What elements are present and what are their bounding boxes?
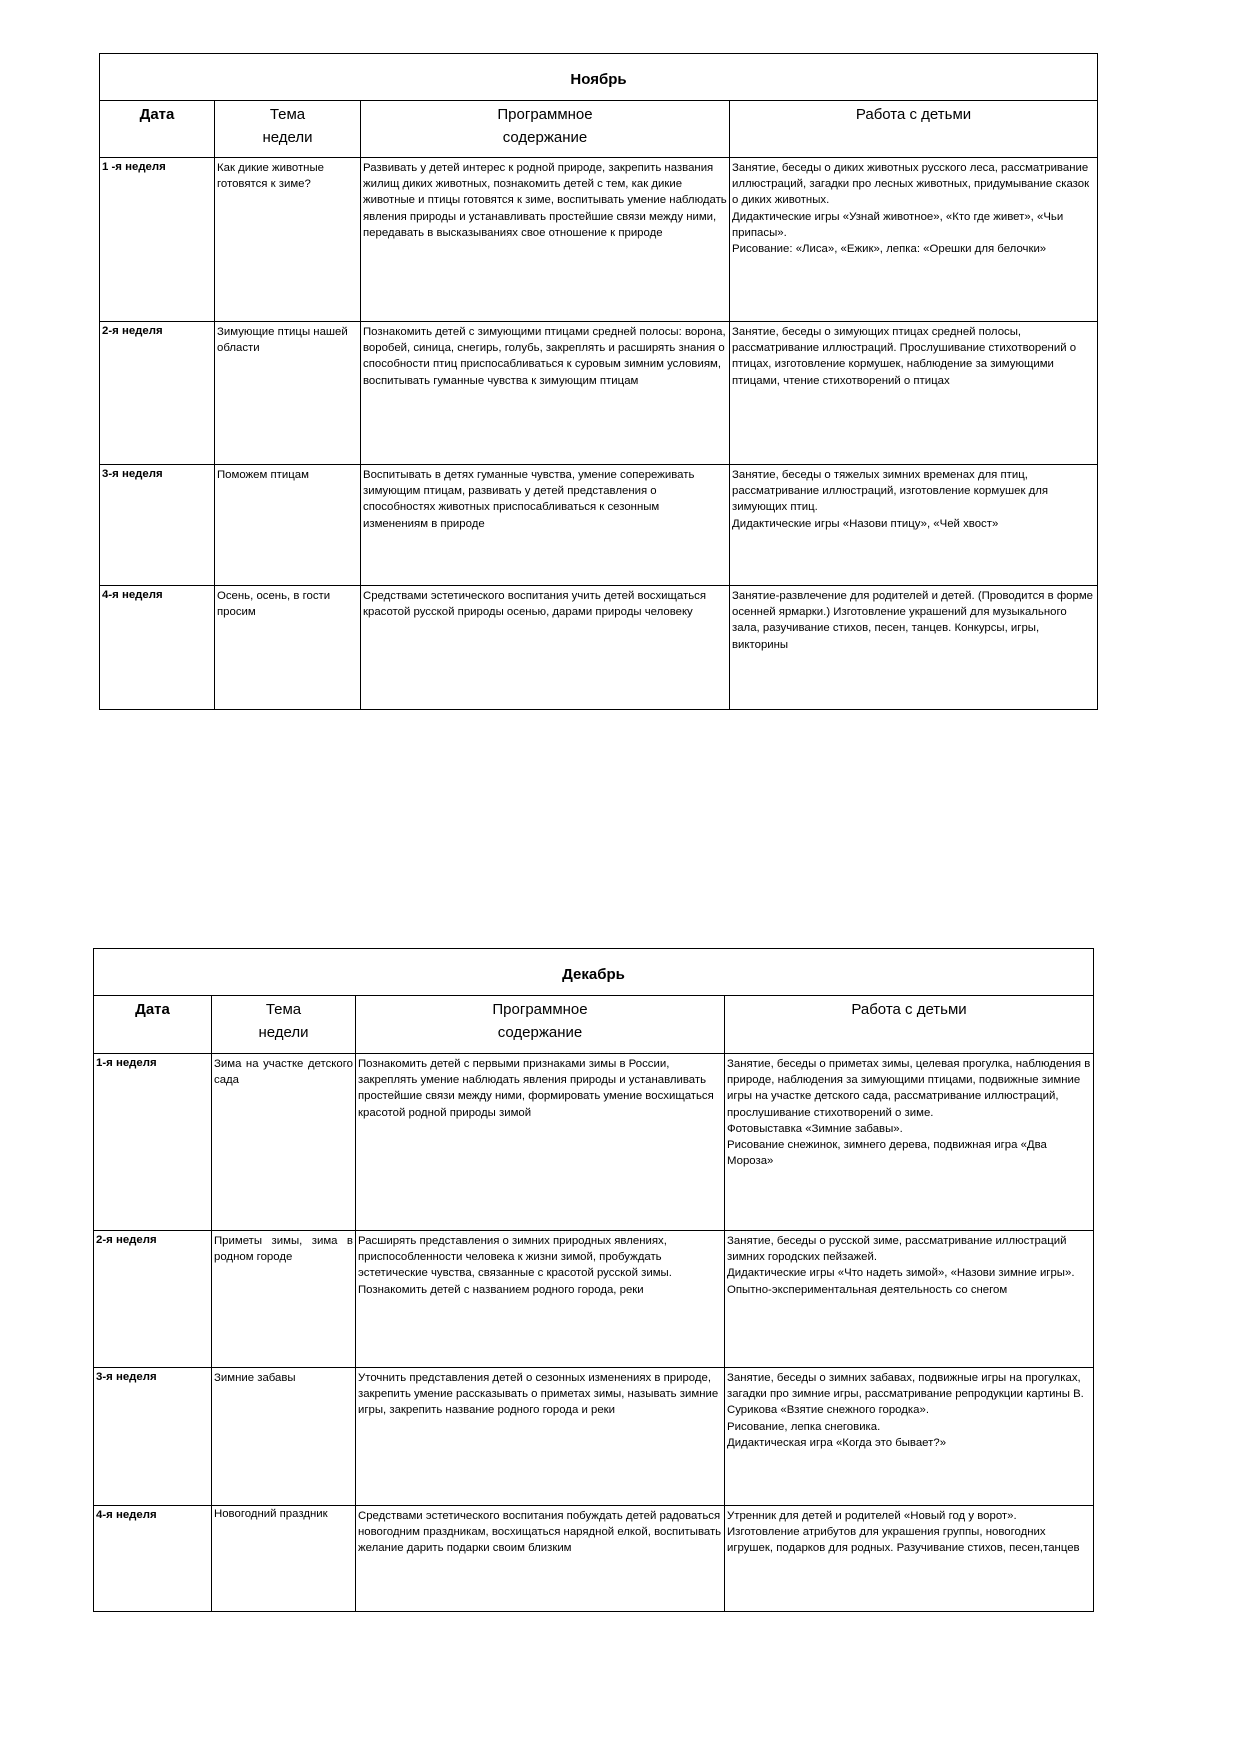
month-title: Ноябрь [100, 54, 1098, 101]
row-program: Познакомить детей с зимующими птицами средней полосы: ворона, воробей, синица, снегирь, голубь, закреплять и расширять знания о способности птиц приспосабливаться к суровым зимним условиям, воспитывать гуманные чувства к зимующим птицам [361, 322, 730, 465]
row-date: 3-я неделя [94, 1368, 212, 1506]
row-work: Занятие, беседы о тяжелых зимних временах для птиц, рассматривание иллюстраций, изготовление кормушек для зимующих птиц. Дидактические игры «Назови птицу», «Чей хвост» [730, 465, 1098, 586]
row-date: 1-я неделя [94, 1054, 212, 1231]
row-date: 4-я неделя [94, 1506, 212, 1612]
row-theme: Поможем птицам [215, 465, 361, 586]
row-date: 3-я неделя [100, 465, 215, 586]
row-theme: Как дикие животные готовятся к зиме? [215, 158, 361, 322]
table-row [94, 1506, 1094, 1612]
row-theme: Зимние забавы [212, 1368, 356, 1506]
row-theme: Новогодний праздник [212, 1506, 356, 1612]
column-header-date: Дата [100, 101, 215, 158]
row-program: Средствами эстетического воспитания учить детей восхищаться красотой русской природы осенью, дарами природы человеку [361, 586, 730, 710]
row-program: Воспитывать в детях гуманные чувства, умение сопереживать зимующим птицам, развивать у детей представления о способностях животных приспосабливаться к сезонным изменениям в природе [361, 465, 730, 586]
column-header-date: Дата [94, 996, 212, 1054]
column-header-row [94, 996, 1094, 1054]
row-date: 2-я неделя [100, 322, 215, 465]
month-title: Декабрь [94, 949, 1094, 996]
row-theme: Зимующие птицы нашей области [215, 322, 361, 465]
month-header-row [94, 949, 1094, 996]
column-header-row [100, 101, 1098, 158]
column-header-theme: Тема недели [215, 101, 361, 158]
row-work: Занятие, беседы о диких животных русского леса, рассматривание иллюстраций, загадки про лесных животных, придумывание сказок о диких животных. Дидактические игры «Узнай животное», «Кто где живет», «Чьи припасы». Рисование: «Лиса», «Ежик», лепка: «Орешки для белочки» [730, 158, 1098, 322]
table-row [100, 586, 1098, 710]
column-header-program: Программное содержание [361, 101, 730, 158]
column-header-program: Программное содержание [356, 996, 725, 1054]
row-program: Средствами эстетического воспитания побуждать детей радоваться новогодним праздникам, восхищаться нарядной елкой, воспитывать желание дарить подарки своим близким [356, 1506, 725, 1612]
row-date: 2-я неделя [94, 1231, 212, 1368]
table-row [94, 1231, 1094, 1368]
table-row [94, 1368, 1094, 1506]
column-header-work: Работа с детьми [725, 996, 1094, 1054]
row-work: Занятие, беседы о приметах зимы, целевая прогулка, наблюдения в природе, наблюдения за зимующими птицами, подвижные зимние игры на участке детского сада, рассматривание иллюстраций, прослушивание стихотворений о зиме. Фотовыставка «Зимние забавы». Рисование снежинок, зимнего дерева, подвижная игра «Два Мороза» [725, 1054, 1094, 1231]
row-program: Познакомить детей с первыми признаками зимы в России, закреплять умение наблюдать явления природы и устанавливать простейшие связи между ними, формировать умение восхищаться красотой родной природы зимой [356, 1054, 725, 1231]
row-theme: Осень, осень, в гости просим [215, 586, 361, 710]
row-work: Занятие, беседы о зимующих птицах средней полосы, рассматривание иллюстраций. Прослушивание стихотворений о птицах, изготовление кормушек, наблюдение за зимующими птицами, чтение стихотворений о птицах [730, 322, 1098, 465]
november-plan-table [99, 53, 1098, 710]
table-row [100, 322, 1098, 465]
december-plan-table [93, 948, 1094, 1612]
row-program: Уточнить представления детей о сезонных изменениях в природе, закрепить умение рассказывать о приметах зимы, называть зимние игры, закрепить название родного города и реки [356, 1368, 725, 1506]
table-row [100, 158, 1098, 322]
row-work: Занятие, беседы о зимних забавах, подвижные игры на прогулках, загадки про зимние игры, рассматривание репродукции картины В. Сурикова «Взятие снежного городка». Рисование, лепка снеговика. Дидактическая игра «Когда это бывает?» [725, 1368, 1094, 1506]
column-header-theme: Тема недели [212, 996, 356, 1054]
row-program: Расширять представления о зимних природных явлениях, приспособленности человека к жизни зимой, пробуждать эстетические чувства, связанные с красотой русской зимы. Познакомить детей с названием родного города, реки [356, 1231, 725, 1368]
row-date: 4-я неделя [100, 586, 215, 710]
row-work: Занятие-развлечение для родителей и детей. (Проводится в форме осенней ярмарки.) Изготовление украшений для музыкального зала, разучивание стихов, песен, танцев. Конкурсы, игры, викторины [730, 586, 1098, 710]
month-header-row [100, 54, 1098, 101]
row-theme: Зима на участке детского сада [212, 1054, 356, 1231]
column-header-work: Работа с детьми [730, 101, 1098, 158]
row-program: Развивать у детей интерес к родной природе, закрепить названия жилищ диких животных, познакомить детей с тем, как дикие животные и птицы готовятся к зиме, воспитывать умение наблюдать явления природы и устанавливать простейшие связи между ними, передавать в высказываниях свое отношение к природе [361, 158, 730, 322]
row-work: Занятие, беседы о русской зиме, рассматривание иллюстраций зимних городских пейзажей. Дидактические игры «Что надеть зимой», «Назови зимние игры». Опытно-экспериментальная деятельность со снегом [725, 1231, 1094, 1368]
row-date: 1 -я неделя [100, 158, 215, 322]
table-row [94, 1054, 1094, 1231]
row-theme: Приметы зимы, зима в родном городе [212, 1231, 356, 1368]
row-work: Утренник для детей и родителей «Новый год у ворот». Изготовление атрибутов для украшения группы, новогодних игрушек, подарков для родных. Разучивание стихов, песен,танцев [725, 1506, 1094, 1612]
table-row [100, 465, 1098, 586]
